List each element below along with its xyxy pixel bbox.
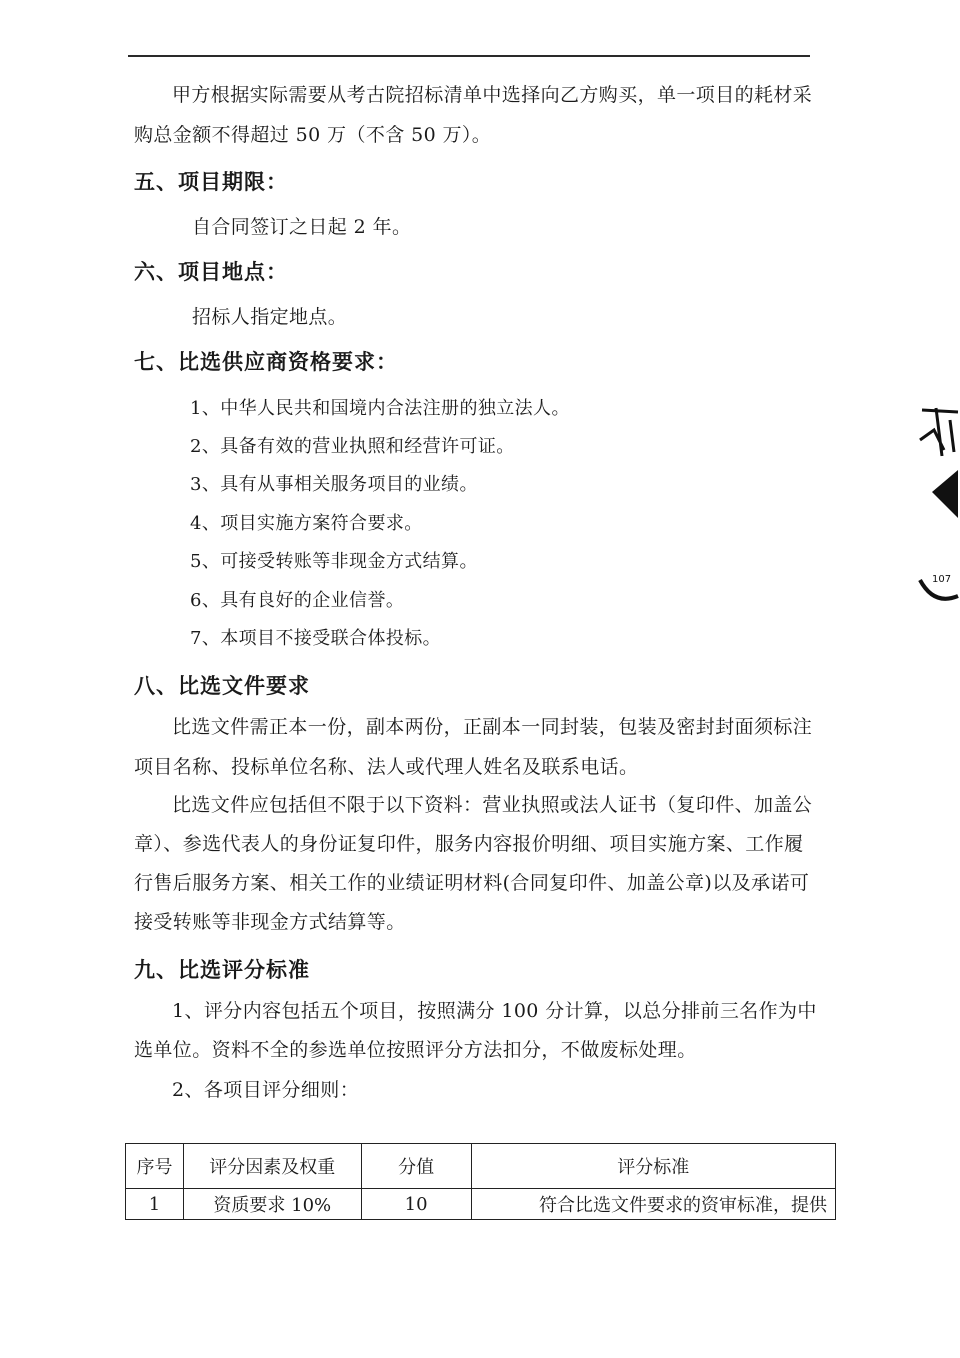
cell-standard: 符合比选文件要求的资审标准，提供 bbox=[471, 1189, 835, 1220]
cell-score: 10 bbox=[361, 1189, 471, 1220]
scoring-table bbox=[125, 1143, 836, 1220]
qualification-item-5: 5、可接受转账等非现金方式结算。 bbox=[190, 551, 478, 572]
cell-index: 1 bbox=[126, 1189, 184, 1220]
qualification-item-1: 1、中华人民共和国境内合法注册的独立法人。 bbox=[190, 398, 570, 419]
section-6-heading: 六、项目地点： bbox=[134, 260, 288, 284]
qualification-item-6: 6、具有良好的企业信誉。 bbox=[190, 590, 405, 611]
section-8-p1-line-1: 比选文件需正本一份，副本两份，正副本一同封装，包装及密封封面须标注 bbox=[172, 716, 813, 738]
qualification-item-4: 4、项目实施方案符合要求。 bbox=[190, 513, 423, 534]
header-factor: 评分因素及权重 bbox=[183, 1144, 361, 1189]
section-5-body: 自合同签订之日起 2 年。 bbox=[192, 216, 412, 238]
top-rule bbox=[128, 55, 810, 57]
header-score: 分值 bbox=[361, 1144, 471, 1189]
section-6-body: 招标人指定地点。 bbox=[192, 306, 348, 328]
qualification-item-7: 7、本项目不接受联合体投标。 bbox=[190, 628, 442, 649]
section-9-p1-line-1: 1、评分内容包括五个项目，按照满分 100 分计算，以总分排前三名作为中 bbox=[172, 1000, 817, 1022]
section-5-heading: 五、项目期限： bbox=[134, 170, 288, 194]
section-9-p1-line-2: 选单位。资料不全的参选单位按照评分方法扣分，不做废标处理。 bbox=[134, 1039, 697, 1061]
qualification-item-2: 2、具备有效的营业执照和经营许可证。 bbox=[190, 436, 515, 457]
section-7-heading: 七、比选供应商资格要求： bbox=[134, 350, 398, 374]
intro-line-2: 购总金额不得超过 50 万（不含 50 万）。 bbox=[134, 124, 492, 146]
qualification-item-3: 3、具有从事相关服务项目的业绩。 bbox=[190, 474, 478, 495]
section-8-p2-line-4: 接受转账等非现金方式结算等。 bbox=[134, 911, 406, 933]
section-9-p2: 2、各项目评分细则： bbox=[172, 1079, 360, 1101]
cell-factor: 资质要求 10% bbox=[183, 1189, 361, 1220]
header-standard: 评分标准 bbox=[471, 1144, 835, 1189]
table-row bbox=[126, 1189, 836, 1220]
seal-fragment bbox=[914, 400, 960, 610]
section-8-p2-line-2: 章）、参选代表人的身份证复印件，服务内容报价明细、项目实施方案、工作履 bbox=[134, 833, 804, 855]
section-9-heading: 九、比选评分标准 bbox=[134, 958, 310, 982]
seal-number: 107 bbox=[932, 574, 952, 585]
header-index: 序号 bbox=[126, 1144, 184, 1189]
intro-line-1: 甲方根据实际需要从考古院招标清单中选择向乙方购买，单一项目的耗材采 bbox=[172, 84, 813, 106]
section-8-p1-line-2: 项目名称、投标单位名称、法人或代理人姓名及联系电话。 bbox=[134, 756, 639, 778]
table-header-row bbox=[126, 1144, 836, 1189]
section-8-heading: 八、比选文件要求 bbox=[134, 674, 310, 698]
section-8-p2-line-3: 行售后服务方案、相关工作的业绩证明材料(合同复印件、加盖公章)以及承诺可 bbox=[134, 872, 810, 894]
section-8-p2-line-1: 比选文件应包括但不限于以下资料：营业执照或法人证书（复印件、加盖公 bbox=[172, 794, 813, 816]
